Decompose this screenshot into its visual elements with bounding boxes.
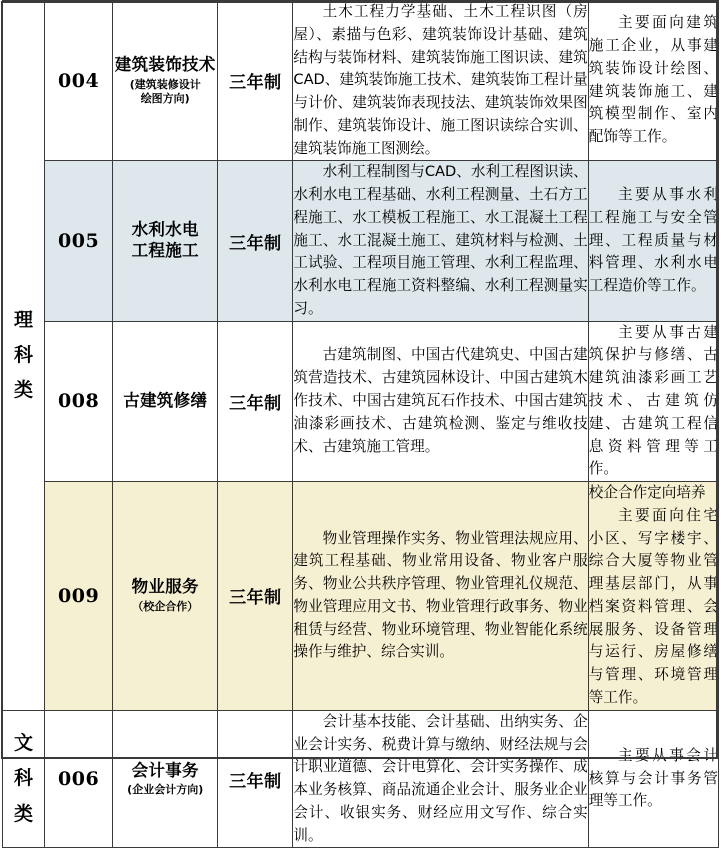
major-name-line: 工程施工: [131, 241, 199, 261]
major-subtitle: [113, 78, 217, 107]
employment-text: 主要从事水利工程施工与安全管理、工程质量与材料管理、水利水电工程造价等工作。: [588, 186, 718, 295]
category-char: 文: [14, 732, 34, 755]
duration-cell: 三年制: [218, 161, 293, 321]
employment-lead-note: 校企合作定向培养: [588, 484, 706, 502]
table-row: [3, 710, 719, 848]
courses-text: 水利工程制图与CAD、水利工程图识读、水利水电工程基础、水利工程测量、土石方工程施工、水工模板工程施工、水工混凝土工程施工、水工混凝土施工、建筑材料与检测、土工试验、工程项目施工管理、水利工程监理、水利水电工程施工资料整编、水利工程测量实习。: [293, 163, 588, 317]
table-row: [3, 482, 719, 711]
employment-cell: [588, 321, 718, 481]
majors-table: [2, 0, 719, 848]
courses-text: 土木工程力学基础、土木工程识图（房屋）、素描与色彩、建筑装饰设计基础、建筑结构与装饰材料、建筑装饰施工图识读、建筑CAD、建筑装饰施工技术、建筑装饰工程计量与计价、建筑装饰表现技法、建筑装饰效果图制作、建筑装饰设计、施工图识读综合实训、建筑装饰施工图测绘。: [293, 3, 588, 157]
courses-cell: [293, 1, 588, 161]
employment-cell: [588, 161, 718, 321]
category-char: 科: [14, 343, 34, 366]
courses-cell: [293, 710, 588, 848]
major-name-line: 水利水电: [131, 220, 199, 240]
major-name-cell: [113, 482, 218, 711]
duration-cell: 三年制: [218, 482, 293, 711]
courses-text: 物业管理操作实务、物业管理法规应用、建筑工程基础、物业常用设备、物业客户服务、物业公共秩序管理、物业管理礼仪规范、物业管理应用文书、物业管理行政事务、物业租赁与经营、物业环境管理、物业智能化系统操作与维护、综合实训。: [293, 529, 588, 661]
table-row: [3, 321, 719, 481]
employment-cell: [588, 482, 718, 711]
employment-text: 主要从事古建筑保护与修缮、古建筑油漆彩画工艺技术、古建筑仿建、古建筑工程信息资料管理等工作。: [588, 323, 718, 478]
category-cell-liberal-arts: [3, 710, 45, 848]
major-name: [113, 220, 217, 261]
employment-text: 主要面向住宅小区、写字楼宇、综合大厦等物业管理基层部门，从事档案资料管理、会展服务、设备管理与运行、房屋修缮与管理、环境管理等工作。: [588, 506, 718, 706]
table-row: [3, 161, 719, 321]
employment-cell: [588, 710, 718, 848]
major-subtitle: （校企合作）: [132, 600, 199, 614]
courses-text: 古建筑制图、中国古代建筑史、中国古建筑营造技术、古建筑园林设计、中国古建筑木作技术、中国古建筑瓦石作技术、中国古建筑油漆彩画技术、古建筑检测、鉴定与维收技术、古建筑施工管理。: [293, 346, 588, 455]
duration-cell: 三年制: [218, 1, 293, 161]
courses-text: 会计基本技能、会计基础、出纳实务、企业会计实务、税费计算与缴纳、财经法规与会计职业道德、会计电算化、会计实务操作、成本业务核算、商品流通企业会计、服务业企业会计、收银实务、财经应用文写作、综合实训。: [293, 712, 588, 844]
category-char: 理: [14, 308, 34, 331]
category-char: 科: [14, 767, 34, 790]
major-subtitle: (企业会计方向): [127, 783, 204, 797]
duration-cell: 三年制: [218, 321, 293, 481]
courses-cell: [293, 482, 588, 711]
duration-cell: 三年制: [218, 710, 293, 848]
employment-text: 主要面向建筑施工企业，从事建筑装饰设计绘图、建筑装饰施工、建筑模型制作、室内配饰等工作。: [588, 14, 718, 146]
table-row: [3, 1, 719, 161]
major-name: 建筑装饰技术: [114, 55, 216, 75]
major-code: 006: [45, 710, 113, 848]
major-name: 会计事务: [131, 760, 199, 780]
major-name-cell: [113, 1, 218, 161]
major-name-cell: [113, 710, 218, 848]
category-cell-science: [3, 1, 45, 711]
major-code: 008: [45, 321, 113, 481]
category-label-vertical: [3, 726, 44, 831]
courses-cell: [293, 161, 588, 321]
employment-cell: [588, 1, 718, 161]
major-name-cell: [113, 161, 218, 321]
major-subtitle-line: 绘图方向): [140, 91, 190, 105]
major-name: 物业服务: [131, 577, 199, 597]
employment-text: 主要从事会计核算与会计事务管理等工作。: [588, 746, 718, 810]
major-code: 005: [45, 161, 113, 321]
category-label-vertical: [3, 303, 44, 408]
major-code: 004: [45, 1, 113, 161]
major-subtitle-line: (建筑装修设计: [129, 77, 201, 91]
category-char: 类: [14, 802, 34, 825]
courses-cell: [293, 321, 588, 481]
major-name-cell: [113, 321, 218, 481]
category-char: 类: [14, 378, 34, 401]
major-code: 009: [45, 482, 113, 711]
major-name: 古建筑修缮: [123, 391, 208, 411]
